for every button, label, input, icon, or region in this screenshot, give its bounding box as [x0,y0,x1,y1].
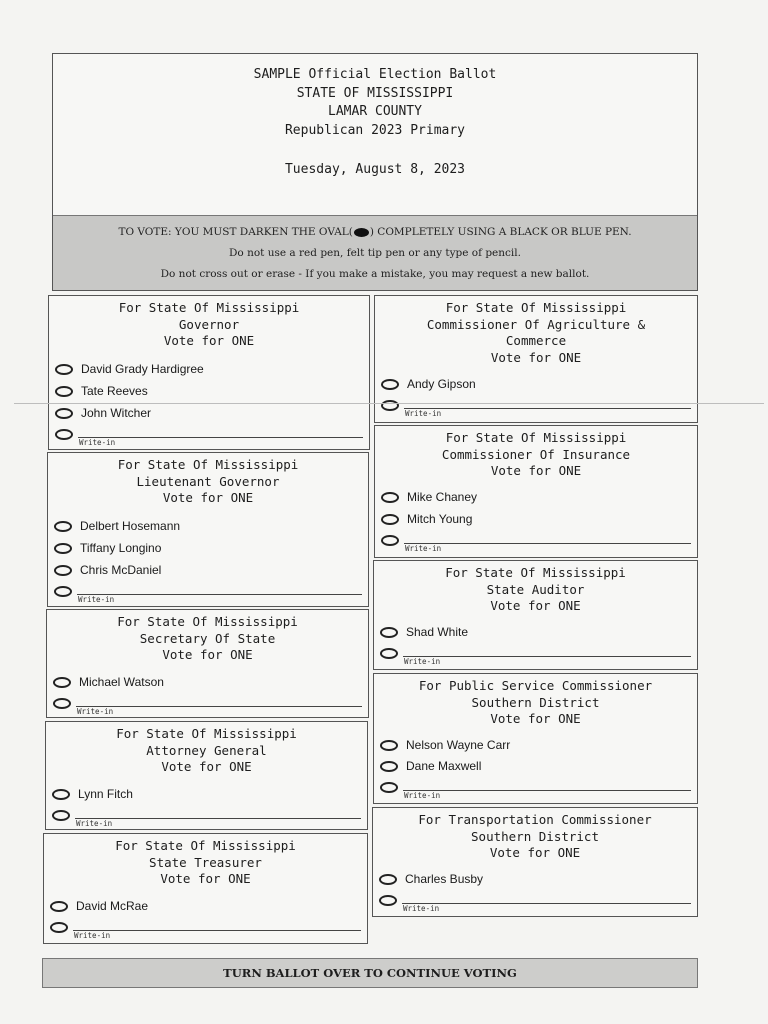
candidate-name: Shad White [406,625,469,639]
write-in-option[interactable] [379,895,691,911]
filled-oval-icon [354,228,369,237]
contest-office: State Treasurer [149,854,262,870]
oval-icon[interactable] [54,586,72,597]
write-in-line[interactable] [403,790,691,791]
candidate-name: Nelson Wayne Carr [406,738,511,752]
candidate-name: Lynn Fitch [78,787,133,801]
oval-icon[interactable] [380,648,398,659]
oval-icon[interactable] [379,874,397,885]
contest-office: Secretary Of State [139,630,276,646]
write-in-option[interactable] [53,698,362,714]
oval-icon[interactable] [54,521,72,532]
candidate-name: Tate Reeves [81,384,148,398]
candidate-name: Michael Watson [79,675,164,689]
write-in-line[interactable] [76,706,362,707]
write-in-option[interactable] [380,648,691,664]
vote-instruction: Vote for ONE [489,845,581,860]
oval-icon[interactable] [380,782,398,793]
contest-title-line: For State Of Mississippi [117,457,299,472]
oval-icon[interactable] [52,789,70,800]
contest-office: Attorney General [146,742,267,758]
write-in-label: Write-in [78,595,115,604]
write-in-label: Write-in [403,904,440,913]
vote-instruction: Vote for ONE [162,490,254,505]
instruction-line-2: Do not use a red pen, felt tip pen or any type of pencil. [229,247,521,259]
header-line: Republican 2023 Primary [284,122,465,138]
oval-icon[interactable] [50,901,68,912]
candidate-option[interactable] [52,787,133,801]
candidate-name: David McRae [76,899,149,913]
contest-office: State Auditor [486,581,585,597]
candidate-option[interactable] [55,384,148,398]
oval-icon[interactable] [381,492,399,503]
candidate-option[interactable] [55,406,151,420]
candidate-name: Dane Maxwell [406,759,482,773]
vote-instruction: Vote for ONE [160,871,251,886]
ballot-header [52,53,698,291]
oval-icon[interactable] [55,386,73,397]
candidate-name: Delbert Hosemann [80,519,181,533]
vote-instruction: Vote for ONE [490,711,581,726]
vote-instruction: Vote for ONE [490,598,581,613]
oval-icon[interactable] [380,740,398,751]
oval-icon[interactable] [380,761,398,772]
contest-title-line: For Public Service Commissioner [418,678,653,693]
write-in-option[interactable] [380,782,691,798]
scan-artifact-line [14,403,764,404]
candidate-name: Charles Busby [405,872,484,886]
candidate-name: Mitch Young [407,512,473,526]
contest-office: Lieutenant Governor [136,473,280,489]
candidate-name: Andy Gipson [407,377,476,391]
contest-state-treasurer [43,833,368,944]
write-in-line[interactable] [403,656,691,657]
oval-icon[interactable] [54,565,72,576]
contest-governor [48,295,370,450]
candidate-option[interactable] [54,563,161,577]
header-titles [53,54,697,140]
write-in-label: Write-in [405,409,442,418]
write-in-option[interactable] [54,586,362,602]
candidate-option[interactable] [53,675,164,689]
candidate-name: Tiffany Longino [80,541,162,555]
header-line: SAMPLE Official Election Ballot [253,67,497,82]
oval-icon[interactable] [381,379,399,390]
contest-office: Commissioner Of Insurance [441,446,631,462]
oval-icon[interactable] [50,922,68,933]
contest-office: Commerce [505,333,567,348]
candidate-option[interactable] [380,759,481,773]
instruction-line-1: TO VOTE: YOU MUST DARKEN THE OVAL( ) COMPLETELY USING A BLACK OR BLUE PEN. [118,226,632,238]
write-in-label: Write-in [404,657,441,666]
candidate-option[interactable] [380,625,468,639]
candidate-option[interactable] [381,377,476,391]
candidate-name: David Grady Hardigree [81,362,204,376]
candidate-option[interactable] [54,519,180,533]
write-in-label: Write-in [77,707,114,716]
write-in-line[interactable] [78,437,363,438]
write-in-line[interactable] [73,930,361,931]
oval-icon[interactable] [379,895,397,906]
write-in-line[interactable] [404,408,691,409]
oval-icon[interactable] [52,810,70,821]
candidate-option[interactable] [55,362,204,376]
contest-state-auditor [373,560,698,670]
vote-instruction: Vote for ONE [490,349,582,365]
candidate-name: Chris McDaniel [80,563,162,577]
contest-lieutenant-governor [47,452,369,607]
write-in-label: Write-in [404,791,441,800]
contest-public-service-commissioner [373,673,698,804]
contest-insurance [374,425,698,558]
candidate-option[interactable] [54,541,161,555]
vote-instruction: Vote for ONE [161,759,252,774]
write-in-label: Write-in [76,819,113,828]
candidate-name: Mike Chaney [407,490,478,504]
oval-icon[interactable] [381,400,399,411]
write-in-option[interactable] [52,810,361,826]
contest-transportation-commissioner [372,807,698,917]
contest-secretary-of-state [46,609,369,718]
contest-title-line: For State Of Mississippi [115,838,296,853]
candidate-option[interactable] [381,512,472,526]
candidate-option[interactable] [380,738,510,752]
contest-office: Southern District [471,694,600,710]
oval-icon[interactable] [55,429,73,440]
oval-icon[interactable] [55,408,73,419]
write-in-label: Write-in [79,438,116,447]
vote-instruction: Vote for ONE [490,463,582,478]
write-in-line[interactable] [77,594,362,595]
election-date: Tuesday, August 8, 2023 [284,162,465,177]
candidate-option[interactable] [50,899,148,913]
turn-over-notice: TURN BALLOT OVER TO CONTINUE VOTING [42,958,698,988]
oval-icon[interactable] [380,627,398,638]
header-line: STATE OF MISSISSIPPI [296,85,454,101]
contest-title-line: For State Of Mississippi [445,300,627,315]
contest-title-line: For State Of Mississippi [445,430,627,445]
contest-title-line: For Transportation Commissioner [418,812,652,827]
candidate-option[interactable] [381,490,477,504]
contest-title-line: For State Of Mississippi [116,726,297,741]
write-in-label: Write-in [74,931,111,940]
write-in-label: Write-in [405,544,442,553]
write-in-line[interactable] [75,818,361,819]
vote-instruction: Vote for ONE [163,333,255,348]
voting-instructions [53,215,697,290]
oval-icon[interactable] [54,543,72,554]
contest-office: Southern District [471,828,599,844]
oval-icon[interactable] [53,698,71,709]
contest-office: Commissioner Of Agriculture & [426,316,646,332]
instruction-line-3: Do not cross out or erase - If you make a mistake, you may request a new ballot. [160,268,590,280]
oval-icon[interactable] [55,364,73,375]
write-in-line[interactable] [404,543,691,544]
candidate-name: John Witcher [81,406,152,420]
oval-icon[interactable] [381,535,399,546]
write-in-option[interactable] [55,429,363,445]
header-line: LAMAR COUNTY [328,104,422,119]
contest-title-line: For State Of Mississippi [445,565,626,580]
vote-instruction: Vote for ONE [162,647,253,662]
contest-attorney-general [45,721,368,830]
write-in-option[interactable] [381,535,691,551]
contest-title-line: For State Of Mississippi [117,614,298,629]
contest-office: Governor [178,316,240,332]
write-in-option[interactable] [50,922,361,938]
oval-icon[interactable] [53,677,71,688]
contest-title-line: For State Of Mississippi [118,300,300,315]
write-in-line[interactable] [402,903,691,904]
oval-icon[interactable] [381,514,399,525]
candidate-option[interactable] [379,872,483,886]
